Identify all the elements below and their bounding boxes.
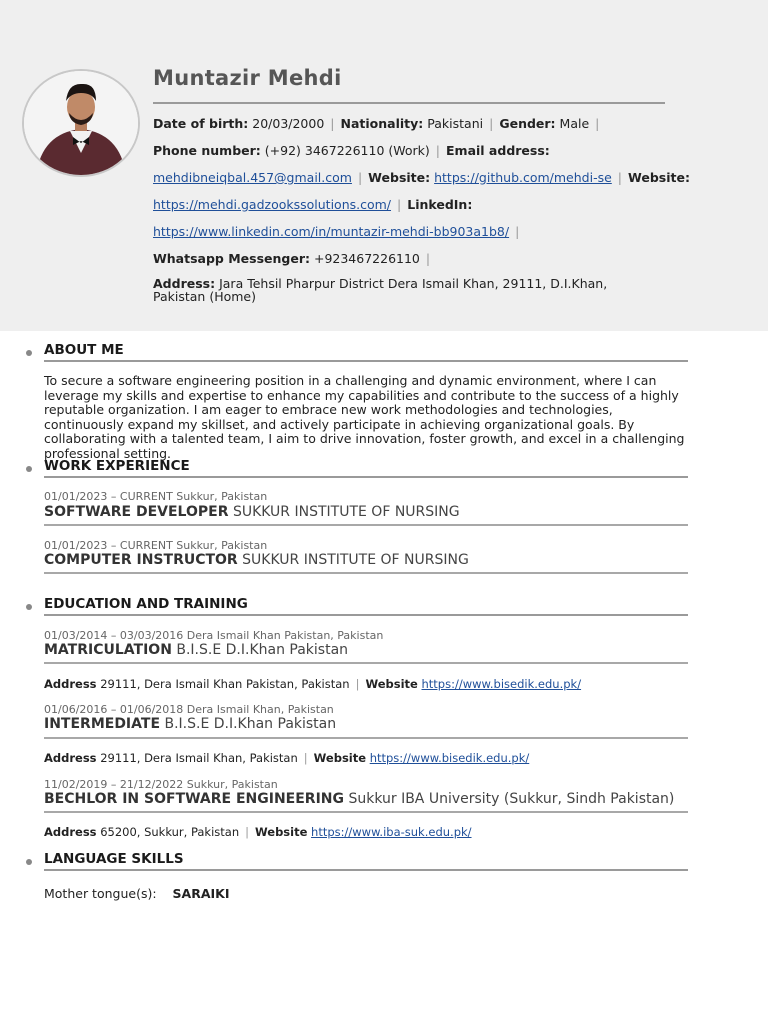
education-title: EDUCATION AND TRAINING [44, 596, 248, 612]
work-item-meta: 01/01/2023 – CURRENT Sukkur, Pakistan [44, 539, 268, 552]
separator: | [357, 170, 363, 185]
work-item-divider [44, 572, 688, 574]
separator: | [330, 116, 335, 131]
education-address: 29111, Dera Ismail Khan Pakistan, Pakistan [100, 677, 350, 691]
education-website-label: Website [313, 751, 367, 765]
work-item-divider [44, 524, 688, 526]
education-address-label: Address [44, 677, 97, 691]
work-role: COMPUTER INSTRUCTOR [44, 552, 238, 568]
address-block [153, 278, 623, 303]
education-item-title [44, 791, 674, 807]
language-title: LANGUAGE SKILLS [44, 851, 184, 867]
education-address-label: Address [44, 751, 97, 765]
education-item-divider [44, 737, 688, 739]
separator: | [515, 224, 520, 239]
nationality-label: Nationality: [340, 116, 424, 131]
education-address-label: Address [44, 825, 97, 839]
separator: | [425, 251, 431, 266]
website-label: Website: [368, 170, 431, 185]
education-divider [44, 614, 688, 616]
about-text: To secure a software engineering position in a challenging and dynamic environment, where I can leverage my skills and expertise to enhance my capabilities and contribute to the success of a highly reputable organization. I am eager to embrace new work methodologies and technologies, continuously expand my skillset, and actively participate in achieving organizational goals. By collaborating with a talented team, I aim to drive innovation, foster growth, and excel in a challenging professional setting. [44, 373, 685, 461]
education-degree: BECHLOR IN SOFTWARE ENGINEERING [44, 791, 344, 807]
about-divider [44, 360, 688, 362]
work-item-meta: 01/01/2023 – CURRENT Sukkur, Pakistan [44, 490, 268, 503]
linkedin-link[interactable]: https://www.linkedin.com/in/muntazir-mehdi-bb903a1b8/ [153, 224, 510, 239]
education-item-title [44, 716, 336, 732]
mother-tongue-label: Mother tongue(s): [44, 886, 157, 901]
education-website-link[interactable]: https://www.bisedik.edu.pk/ [369, 751, 530, 765]
email-website-line [153, 170, 690, 185]
language-divider [44, 869, 688, 871]
whatsapp-line [153, 251, 436, 266]
whatsapp-label: Whatsapp Messenger: [153, 251, 310, 266]
education-item-meta: 11/02/2019 – 21/12/2022 Sukkur, Pakistan [44, 778, 278, 791]
work-divider [44, 476, 688, 478]
linkedin-line [153, 224, 525, 239]
education-item-title [44, 642, 348, 658]
education-item-divider [44, 662, 688, 664]
education-degree: MATRICULATION [44, 642, 172, 658]
separator: | [489, 116, 494, 131]
mother-tongue-line [44, 886, 230, 901]
education-address-line [44, 677, 581, 691]
section-bullet [26, 859, 32, 865]
education-website-link[interactable]: https://www.iba-suk.edu.pk/ [311, 825, 472, 839]
personal-info-line [153, 116, 605, 131]
address-value: Jara Tehsil Pharpur District Dera Ismail Khan, 29111, D.I.Khan, Pakistan (Home) [153, 276, 608, 304]
whatsapp-value: +923467226110 [313, 251, 420, 266]
education-website-label: Website [365, 677, 418, 691]
phone-value: (+92) 3467226110 (Work) [264, 143, 430, 158]
about-title: ABOUT ME [44, 342, 124, 358]
gender-label: Gender: [499, 116, 556, 131]
github-link[interactable]: https://github.com/mehdi-se [434, 170, 612, 185]
work-title: WORK EXPERIENCE [44, 458, 190, 474]
contact-line [153, 143, 550, 158]
education-item-divider [44, 811, 688, 813]
section-bullet [26, 350, 32, 356]
education-website-link[interactable]: https://www.bisedik.edu.pk/ [421, 677, 582, 691]
education-address-line [44, 825, 472, 839]
dob-label: Date of birth: [153, 116, 249, 131]
work-role: SOFTWARE DEVELOPER [44, 504, 229, 520]
education-degree: INTERMEDIATE [44, 716, 161, 732]
linkedin-label: LinkedIn: [407, 197, 473, 212]
separator: | [595, 116, 600, 131]
section-bullet [26, 466, 32, 472]
address-label: Address: [153, 276, 216, 291]
nationality-value: Pakistani [427, 116, 484, 131]
section-bullet [26, 604, 32, 610]
separator: | [303, 751, 308, 765]
profile-photo [22, 69, 140, 177]
candidate-name: Muntazir Mehdi [153, 66, 342, 90]
name-divider [153, 102, 665, 104]
separator: | [245, 825, 249, 839]
separator: | [435, 143, 441, 158]
email-link[interactable]: mehdibneiqbal.457@gmail.com [153, 170, 352, 185]
gender-value: Male [559, 116, 590, 131]
phone-label: Phone number: [153, 143, 261, 158]
work-org: SUKKUR INSTITUTE OF NURSING [232, 504, 460, 520]
education-org: B.I.S.E D.I.Khan Pakistan [164, 716, 337, 732]
education-org: B.I.S.E D.I.Khan Pakistan [176, 642, 349, 658]
separator: | [397, 197, 402, 212]
separator: | [355, 677, 360, 691]
education-website-label: Website [255, 825, 308, 839]
education-item-meta: 01/03/2014 – 03/03/2016 Dera Ismail Khan Pakistan, Pakistan [44, 629, 384, 642]
work-item-title [44, 552, 469, 568]
education-org: Sukkur IBA University (Sukkur, Sindh Pakistan) [348, 791, 675, 807]
education-address: 29111, Dera Ismail Khan, Pakistan [100, 751, 298, 765]
work-item-title [44, 504, 460, 520]
education-address-line [44, 751, 529, 765]
education-item-meta: 01/06/2016 – 01/06/2018 Dera Ismail Khan, Pakistan [44, 703, 334, 716]
separator: | [617, 170, 623, 185]
dob-value: 20/03/2000 [252, 116, 325, 131]
mother-tongue-value: SARAIKI [172, 886, 230, 901]
website-label: Website: [628, 170, 690, 185]
education-address: 65200, Sukkur, Pakistan [100, 825, 240, 839]
portfolio-link[interactable]: https://mehdi.gadzookssolutions.com/ [153, 197, 392, 212]
work-org: SUKKUR INSTITUTE OF NURSING [242, 552, 469, 568]
email-label: Email address: [446, 143, 550, 158]
website-linkedin-line [153, 197, 472, 212]
